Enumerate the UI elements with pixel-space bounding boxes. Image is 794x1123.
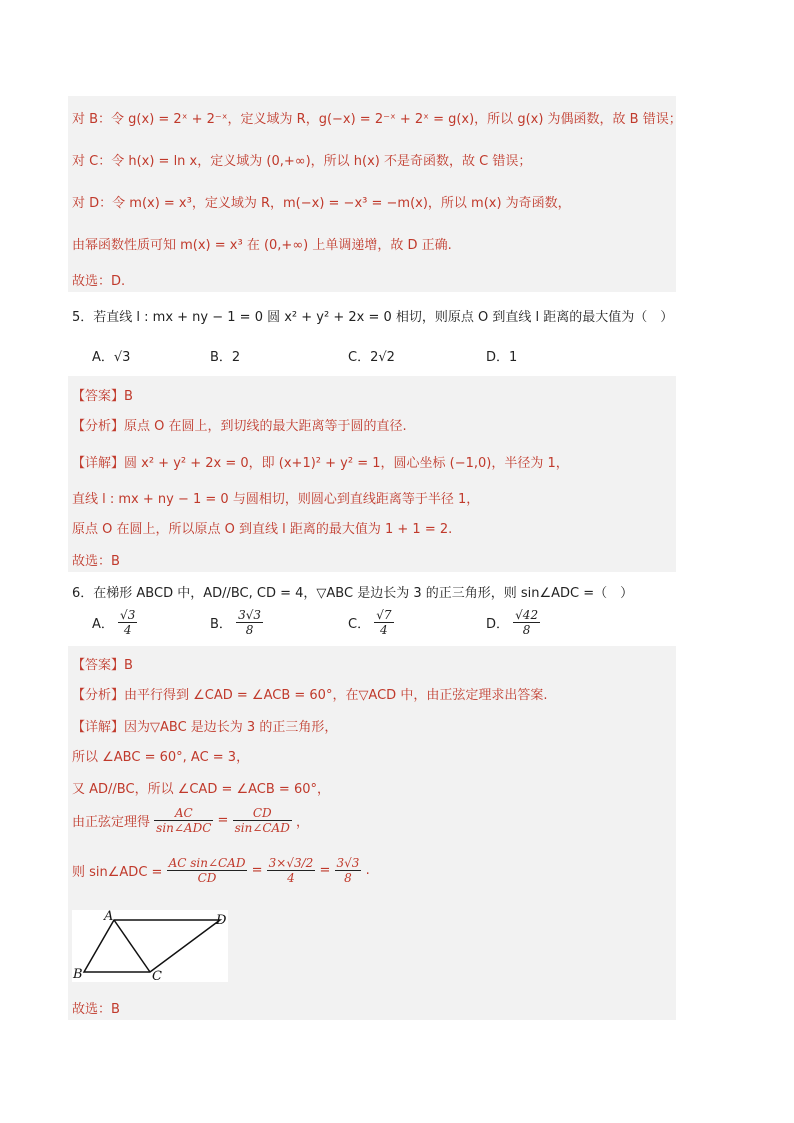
q6-detail-4-suffix: ， [295,815,309,830]
q6-option-d-num: √42 [515,608,539,622]
q6-option-a-den: 4 [123,623,132,637]
q5-detail-1: 【详解】圆 x² + y² + 2x = 0，即 (x+1)² + y² = 1，圆心坐标 (−1,0)，半径为 1， [72,456,569,471]
diagonal-ac [114,920,150,972]
vertex-label-d: D [216,913,227,928]
q5-choice: 故选：B [72,554,120,569]
q6-detail-5-prefix: 则 sin∠ADC = [72,865,163,880]
q6-detail-5-f2-num: 3×√3/2 [268,856,314,870]
vertex-label-a: A [104,910,114,924]
q5-detail-3: 原点 O 在圆上，所以原点 O 到直线 l 距离的最大值为 1 + 1 = 2. [72,522,453,537]
q6-option-d-letter: D． [486,617,510,632]
q4-option-d-monotonic-text: 由幂函数性质可知 m(x) = x³ 在 (0,+∞) 上单调递增，故 D 正确. [72,238,452,253]
q6-detail-5-f2-den: 4 [287,871,295,885]
q6-option-a-letter: A． [92,617,114,632]
q6-detail-2: 所以 ∠ABC = 60°, AC = 3， [72,750,250,765]
q6-detail-5-f3-num: 3√3 [336,856,360,870]
q6-detail-4-prefix: 由正弦定理得 [72,815,151,830]
q6-option-b [210,608,263,637]
q5-options [92,346,652,364]
q6-option-c-num: √7 [376,608,392,622]
q6-option-c-letter: C． [348,617,371,632]
q6-detail-5-f3-den: 8 [344,871,352,885]
q6-detail-5-fraction-2 [267,856,316,885]
q6-detail-5-f1-den: CD [197,871,217,885]
q5-option-b: B．2 [210,350,241,365]
q4-option-d-text: 对 D：令 m(x) = x³，定义域为 R，m(−x) = −x³ = −m(x)，所以 m(x) 为奇函数， [72,196,571,211]
q6-option-c-den: 4 [380,623,388,637]
q6-answer: 【答案】B [72,658,133,673]
q5-solution-block [68,376,676,572]
q6-detail-5-eq-1: = [251,863,263,878]
q5-option-c: C．2√2 [348,350,395,365]
q6-option-d [486,608,540,637]
q6-detail-4 [72,806,309,835]
q4-option-b-text: 对 B：令 g(x) = 2ˣ + 2⁻ˣ，定义域为 R，g(−x) = 2⁻ˣ + 2ˣ = g(x)，所以 g(x) 为偶函数，故 B 错误； [72,112,682,127]
q6-option-a [92,608,137,637]
q6-option-b-den: 8 [245,623,254,637]
q6-option-a-num: √3 [120,608,136,622]
q6-option-d-fraction [513,608,540,637]
q6-option-a-fraction [118,608,137,637]
q6-detail-5-suffix: . [365,863,370,878]
q4-option-c-text: 对 C：令 h(x) = ln x，定义域为 (0,+∞)，所以 h(x) 不是奇函数，故 C 错误； [72,154,532,169]
q6-detail-1: 【详解】因为▽ABC 是边长为 3 的正三角形， [72,720,338,735]
q6-detail-4-f2-num: CD [233,806,292,821]
q6-detail-4-fraction-1 [154,806,213,835]
q5-analysis: 【分析】原点 O 在圆上，到切线的最大距离等于圆的直径. [72,419,407,434]
q6-option-b-letter: B． [210,617,232,632]
q6-choice: 故选：B [72,1002,120,1017]
q6-detail-3: 又 AD//BC，所以 ∠CAD = ∠ACB = 60°， [72,782,331,797]
trapezoid-diagram [72,910,228,982]
q5-detail-2: 直线 l : mx + ny − 1 = 0 与圆相切，则圆心到直线距离等于半径 1， [72,492,480,507]
q6-detail-5-f1-num: AC sin∠CAD [168,856,246,870]
q6-detail-4-eq: = [217,813,229,828]
trapezoid-figure [72,910,228,982]
q5-stem: 5．若直线 l : mx + ny − 1 = 0 圆 x² + y² + 2x = 0 相切，则原点 O 到直线 l 距离的最大值为（ ） [72,310,674,325]
q5-option-a: A．√3 [92,350,131,365]
q6-option-c [348,608,394,637]
q6-option-b-fraction [236,608,263,637]
q6-detail-4-fraction-2 [233,806,292,835]
q6-detail-5-fraction-1 [167,856,248,885]
q5-answer: 【答案】B [72,389,133,404]
q6-option-b-num: 3√3 [238,608,261,622]
q5-option-d: D．1 [486,350,518,365]
q6-detail-4-f2-den: sin∠CAD [234,821,290,835]
q6-detail-5-fraction-3 [335,856,362,885]
q6-detail-5 [72,856,370,885]
q6-stem: 6．在梯形 ABCD 中，AD//BC, CD = 4，▽ABC 是边长为 3 的正三角形，则 sin∠ADC =（ ） [72,586,634,601]
q4-choice: 故选：D. [72,274,126,289]
trapezoid-outline [84,920,220,972]
q6-analysis: 【分析】由平行得到 ∠CAD = ∠ACB = 60°，在▽ACD 中，由正弦定理求出答案. [72,688,548,703]
q6-detail-4-f1-num: AC [154,806,213,821]
q6-detail-5-eq-2: = [319,863,331,878]
q6-option-d-den: 8 [522,623,531,637]
vertex-label-c: C [152,969,162,982]
vertex-label-b: B [73,967,83,982]
q6-option-c-fraction [374,608,393,637]
q6-detail-4-f1-den: sin∠ADC [156,821,212,835]
q6-options [92,608,652,644]
